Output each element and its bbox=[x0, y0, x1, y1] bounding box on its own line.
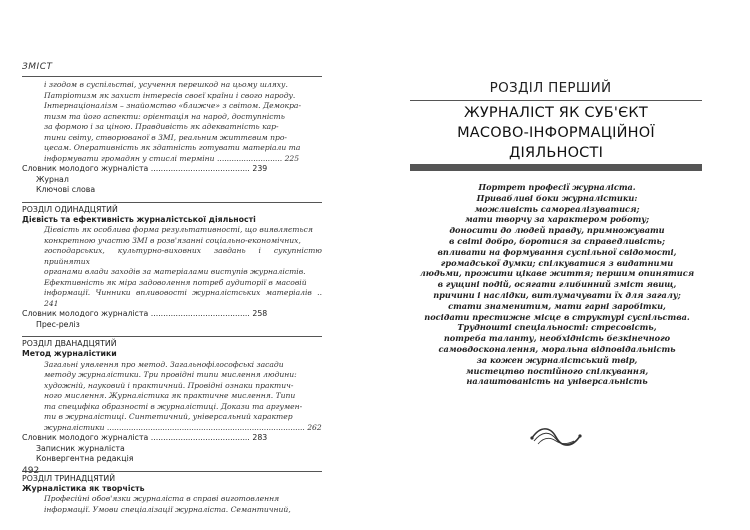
toc-line: Інтернаціоналізм – знайомство «ближче» з світом. Демокра- bbox=[44, 101, 302, 110]
chapter-heading: РОЗДІЛ ТРИНАДЦЯТИЙ bbox=[22, 471, 322, 484]
toc-line: Загальні уявлення про метод. Загальнофілософські засади bbox=[44, 359, 284, 369]
epigraph-line: в світі добро, боротися за справедливість; bbox=[449, 235, 665, 246]
decorative-flourish-icon bbox=[528, 422, 584, 452]
epigraph-line: впливати на формування суспільної свідомості, bbox=[437, 246, 677, 257]
chapter-title[interactable]: Журналістика як творчість bbox=[22, 483, 145, 493]
epigraph-line: в гущині подій, осягати глибинний зміст явищ, bbox=[437, 279, 677, 290]
toc-line: художній, науковий і практичний. Провідні ознаки практич- bbox=[44, 380, 294, 390]
chapter-epigraph bbox=[402, 182, 712, 387]
toc-dictionary-entry[interactable]: Словник молодого журналіста ........................................ 258 bbox=[22, 309, 268, 318]
chapter-heading: РОЗДІЛ ОДИНАДЦЯТИЙ bbox=[22, 202, 322, 215]
epigraph-line: потреба таланту, необхідність безкінечного bbox=[443, 333, 671, 344]
chapter-title-block bbox=[410, 103, 702, 165]
epigraph-line: Привабливі боки журналістики: bbox=[476, 192, 638, 203]
chapter-title-line: ДІЯЛЬНОСТІ bbox=[508, 145, 604, 161]
toc-sub-entry[interactable]: Журнал bbox=[36, 174, 69, 184]
page-number: 492 bbox=[22, 466, 40, 476]
toc-line: ти в журналістиці. Синтетичний, універсальний характер bbox=[44, 412, 293, 421]
chapter-title[interactable]: Дієвість та ефективність журналістської діяльності bbox=[22, 214, 256, 224]
toc-line: та специфіка образності в журналістиці. Докази та аргумен- bbox=[44, 401, 303, 411]
toc-line: за формою і за ціною. Правдивість як адекватність кар- bbox=[44, 122, 279, 131]
toc-line: Патріотизм як захист інтересів своєї країни і свого народу. bbox=[44, 90, 296, 100]
toc-line: цесам. Оперативність як здатність готувати матеріали та bbox=[44, 143, 301, 152]
toc-dictionary-entry[interactable]: Словник молодого журналіста ........................................ 239 bbox=[22, 164, 268, 173]
epigraph-line: посідати престижне місце в структурі суспільства. bbox=[424, 311, 690, 322]
toc-sub-entry[interactable]: Прес-реліз bbox=[36, 319, 80, 329]
toc-line: інформації. Чинники впливовості журналістських матеріалів .. 241 bbox=[44, 288, 322, 308]
epigraph-line: людьми, прожити цікаве життя; першим опинятися bbox=[419, 268, 695, 279]
epigraph-line: самовдосконалення, моральна відповідальність bbox=[438, 343, 676, 354]
epigraph-line: мати творчу за характером роботу; bbox=[464, 214, 650, 225]
toc-intro-block bbox=[22, 80, 322, 164]
epigraph-line: мистецтво постійного спілкування, bbox=[465, 365, 649, 376]
title-bottom-bar bbox=[410, 164, 702, 171]
epigraph-line: Трудношті спеціальності: стресовість, bbox=[457, 322, 657, 333]
toc-line: методу журналістики. Три провідні типи мислення людини: bbox=[44, 370, 297, 379]
chapter-heading: РОЗДІЛ ДВАНАДЦЯТИЙ bbox=[22, 336, 322, 349]
chapter-summary bbox=[22, 225, 322, 309]
chapter-kicker: РОЗДІЛ ПЕРШИЙ bbox=[489, 80, 612, 96]
page-header: ЗМІСТ bbox=[22, 62, 53, 72]
title-top-rule bbox=[410, 100, 702, 101]
toc-dictionary-entry[interactable]: Словник молодого журналіста ........................................ 283 bbox=[22, 433, 268, 442]
toc-line: тини світу, створюваної в ЗМІ, реальним життєвим про- bbox=[44, 132, 287, 142]
toc-content bbox=[22, 80, 322, 515]
toc-line: інформувати громадян у стислі терміни ........................... 225 bbox=[44, 153, 300, 163]
toc-line: Професійні обов'язки журналіста в справі виготовлення bbox=[44, 494, 280, 503]
epigraph-line: налаштованість на універсальність bbox=[466, 376, 648, 387]
toc-line: інформації. Умови спеціалізації журналіста. Семантичний, bbox=[44, 504, 291, 514]
epigraph-line: стати знаменитим, мати гарні заробітки, bbox=[448, 300, 666, 311]
toc-line: ного мислення. Журналістика як практичне мислення. Типи bbox=[44, 391, 296, 400]
epigraph-line: за кожен журналістський твір, bbox=[476, 354, 638, 365]
toc-sub-entry[interactable]: Конвергентна редакція bbox=[36, 454, 134, 463]
toc-line: Дієвість як особлива форма результативності, що виявляється bbox=[44, 225, 313, 234]
chapter-summary bbox=[22, 494, 322, 515]
header-divider bbox=[22, 76, 322, 77]
toc-sub-entry[interactable]: Записник журналіста bbox=[36, 443, 125, 453]
toc-line: журналістики .................................................................................. 262 bbox=[44, 422, 322, 432]
epigraph-line: доносити до людей правду, примножувати bbox=[449, 225, 665, 236]
epigraph-line: Портрет професії журналіста. bbox=[478, 182, 636, 192]
toc-line: і згодом в суспільстві, усучення перешкод на цьому шляху. bbox=[44, 80, 288, 89]
epigraph-line: громадської думки; спілкуватися з видатними bbox=[440, 257, 674, 268]
toc-line: тизм та його аспекти: орієнтація на народ, доступність bbox=[44, 111, 285, 121]
epigraph-line: причини і наслідки, витлумачувати їх для загалу; bbox=[433, 289, 681, 300]
toc-line: конкретною участю ЗМІ в розв'язанні соціально-економічних, bbox=[44, 235, 301, 245]
toc-line: Ефективність як міра задоволення потреб аудиторії в масовій bbox=[44, 277, 307, 287]
chapter-title-line: МАСОВО-ІНФОРМАЦІЙНОЇ bbox=[457, 125, 655, 141]
toc-sub-entry[interactable]: Ключові слова bbox=[36, 185, 96, 194]
toc-line: органами влади заходів за матеріалами виступів журналістів. bbox=[44, 267, 306, 276]
chapter-title-line: ЖУРНАЛІСТ ЯК СУБ'ЄКТ bbox=[464, 105, 648, 121]
chapter-title[interactable]: Метод журналістики bbox=[22, 349, 117, 358]
chapter-opening-page bbox=[388, 0, 750, 530]
toc-line: господарських, культурно-виховних завдань і сукупністю прийнятих bbox=[44, 246, 322, 266]
chapter-summary bbox=[22, 360, 322, 434]
epigraph-line: можливість самореалізуватися; bbox=[474, 203, 640, 214]
